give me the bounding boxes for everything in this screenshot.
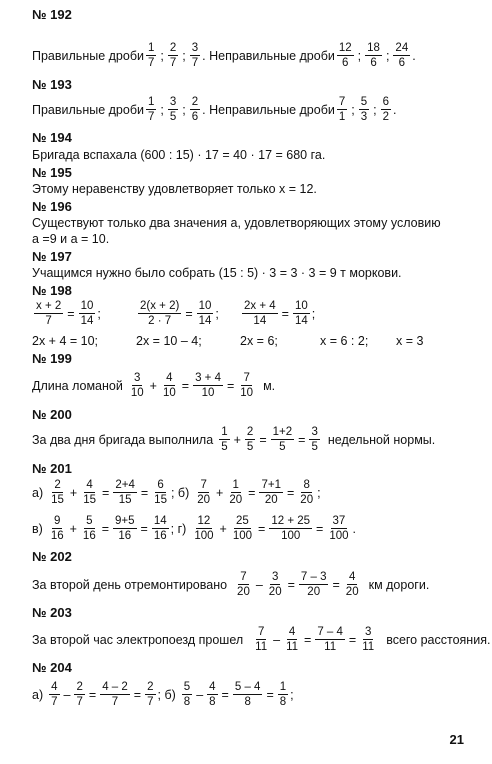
math-symbol: За два дня бригада выполнила: [32, 432, 214, 447]
denominator: 10: [201, 387, 215, 399]
numerator: 5: [183, 681, 191, 693]
answer-198-step-4: x = 6 : 2;: [320, 334, 369, 348]
numerator: 5: [360, 96, 368, 108]
denominator: 5: [279, 441, 286, 453]
math-symbol: недельной нормы.: [327, 432, 436, 447]
numerator: 3: [311, 426, 318, 438]
numerator: 12 + 25: [271, 515, 311, 527]
fraction: [129, 372, 146, 399]
fraction: [168, 42, 178, 69]
denominator: 20: [264, 494, 278, 506]
numerator: 1: [147, 42, 155, 54]
math-symbol: =: [226, 378, 235, 393]
numerator: 12: [338, 42, 352, 54]
denominator: 16: [153, 530, 167, 542]
fraction: [34, 300, 63, 327]
numerator: 7 – 4: [317, 626, 343, 638]
answer-196-line-1: Существуют только два значения a, удовлетворяющих этому условию: [32, 216, 441, 230]
math-symbol: м.: [263, 378, 276, 393]
problem-number-203: № 203: [32, 605, 72, 620]
denominator: 6: [370, 57, 377, 69]
problem-number-204: № 204: [32, 660, 72, 675]
math-symbol: =: [348, 632, 357, 647]
denominator: 7: [169, 57, 177, 69]
fraction: [74, 681, 84, 708]
math-symbol: .: [393, 102, 397, 117]
fraction: [81, 515, 98, 542]
math-symbol: =: [221, 687, 229, 702]
numerator: 10: [198, 300, 212, 312]
denominator: 20: [197, 494, 211, 506]
fraction: [267, 571, 284, 598]
numerator: 18: [367, 42, 380, 54]
fraction: [113, 479, 137, 506]
denominator: 5: [221, 441, 228, 453]
denominator: 20: [345, 586, 359, 598]
fraction: [327, 515, 350, 542]
fraction: [145, 681, 155, 708]
page-number: 21: [449, 732, 464, 747]
math-symbol: ;: [385, 48, 390, 63]
denominator: 16: [50, 530, 64, 542]
math-symbol: ; б): [170, 485, 190, 500]
numerator: 24: [395, 42, 409, 54]
denominator: 16: [82, 530, 96, 542]
fraction: [242, 300, 278, 327]
denominator: 6: [342, 57, 349, 69]
denominator: 20: [268, 586, 282, 598]
denominator: 7: [147, 696, 154, 708]
math-symbol: а): [32, 485, 44, 500]
problem-number-199: № 199: [32, 351, 72, 366]
fraction: [113, 515, 137, 542]
math-symbol: ;: [160, 102, 164, 117]
denominator: 10: [162, 387, 176, 399]
math-symbol: . Неправильные дроби: [202, 102, 335, 117]
problem-number-194: № 194: [32, 130, 72, 145]
answer-200: [32, 426, 435, 453]
math-symbol: ;: [373, 102, 377, 117]
answer-204: [32, 681, 294, 708]
math-symbol: =: [258, 521, 266, 536]
math-symbol: ;: [160, 48, 164, 63]
numerator: 5: [86, 515, 93, 527]
numerator: 2x + 4: [244, 300, 276, 312]
denominator: 7: [45, 315, 52, 327]
fraction: [271, 426, 295, 453]
denominator: 20: [307, 586, 321, 598]
math-symbol: =: [67, 306, 75, 321]
fraction: [315, 626, 345, 653]
numerator: 12: [197, 515, 211, 527]
numerator: 4 – 2: [102, 681, 128, 693]
numerator: 2: [246, 426, 254, 438]
math-symbol: =: [316, 521, 324, 536]
fraction: [79, 300, 96, 327]
problem-number-198: № 198: [32, 283, 72, 298]
answer-198-step-2: 2x = 10 – 4;: [136, 334, 202, 348]
fraction: [146, 96, 156, 123]
denominator: 2: [382, 111, 390, 123]
fraction: [381, 96, 391, 123]
numerator: 7: [240, 571, 247, 583]
math-symbol: .: [412, 48, 416, 63]
fraction: [138, 300, 181, 327]
denominator: 15: [118, 494, 132, 506]
fraction: [259, 479, 283, 506]
denominator: 100: [281, 530, 301, 542]
numerator: 6: [157, 479, 164, 491]
problem-number-192: № 192: [32, 7, 72, 22]
math-symbol: ;: [317, 485, 321, 500]
denominator: 16: [118, 530, 132, 542]
math-symbol: =: [133, 687, 142, 702]
fraction: [344, 571, 361, 598]
answer-201-ab: [32, 479, 321, 506]
denominator: 20: [237, 586, 250, 598]
math-symbol: ;: [357, 48, 362, 63]
fraction: [293, 300, 310, 327]
denominator: 15: [83, 494, 97, 506]
denominator: 10: [240, 387, 254, 399]
fraction: [49, 681, 59, 708]
math-symbol: =: [88, 687, 97, 702]
denominator: 100: [194, 530, 214, 542]
math-symbol: =: [332, 577, 340, 592]
math-symbol: ;: [311, 306, 316, 321]
fraction: [337, 42, 354, 69]
numerator: 37: [332, 515, 346, 527]
fraction: [393, 42, 410, 69]
denominator: 100: [232, 530, 253, 542]
denominator: 14: [80, 315, 94, 327]
denominator: 6: [398, 57, 406, 69]
fraction: [193, 372, 223, 399]
denominator: 5: [311, 441, 318, 453]
text: Правильные дроби: [32, 48, 144, 63]
answer-198-step-3: 2x = 6;: [240, 334, 278, 348]
math-symbol: –: [273, 632, 281, 647]
math-symbol: =: [185, 306, 193, 321]
denominator: 7: [51, 696, 58, 708]
fraction: [49, 515, 66, 542]
fraction: [197, 300, 214, 327]
denominator: 11: [362, 641, 375, 653]
math-symbol: Правильные дроби: [32, 102, 144, 117]
fraction: [299, 571, 329, 598]
math-symbol: .: [352, 521, 357, 536]
denominator: 8: [279, 696, 287, 708]
denominator: 14: [294, 315, 308, 327]
problem-number-197: № 197: [32, 249, 72, 264]
numerator: 5 – 4: [234, 681, 261, 693]
denominator: 7: [147, 57, 155, 69]
numerator: 2: [191, 96, 199, 108]
math-symbol: За второй день отремонтировано: [32, 577, 228, 592]
fraction: [168, 96, 178, 123]
numerator: 7: [243, 372, 250, 384]
math-symbol: ; г): [170, 521, 187, 536]
numerator: 10: [80, 300, 94, 312]
answer-197: Учащимся нужно было собрать (15 : 5) · 3 = 3 · 3 = 9 т моркови.: [32, 266, 402, 280]
fraction: [152, 479, 169, 506]
fraction: [227, 479, 244, 506]
math-symbol: =: [259, 432, 267, 447]
math-symbol: =: [287, 577, 295, 592]
fraction: [81, 479, 98, 506]
denominator: 7: [191, 57, 199, 69]
fraction: [278, 681, 288, 708]
answer-203: [32, 626, 490, 653]
denominator: 5: [246, 441, 254, 453]
problem-number-202: № 202: [32, 549, 72, 564]
numerator: 4: [51, 681, 58, 693]
math-symbol: =: [298, 432, 306, 447]
denominator: 8: [183, 696, 191, 708]
math-symbol: =: [181, 378, 190, 393]
denominator: 15: [51, 494, 64, 506]
answer-198-eq-2: [136, 300, 219, 327]
math-symbol: За второй час электропоезд прошел: [32, 632, 244, 647]
math-symbol: =: [248, 485, 256, 500]
math-symbol: ; б): [157, 687, 176, 702]
fraction: [269, 515, 312, 542]
numerator: 7+1: [261, 479, 281, 491]
answer-202: [32, 571, 429, 598]
math-symbol: +: [219, 521, 227, 536]
numerator: 2(x + 2): [140, 300, 180, 312]
math-symbol: –: [196, 687, 204, 702]
math-symbol: +: [69, 485, 78, 500]
math-symbol: =: [140, 485, 149, 500]
numerator: 7: [338, 96, 346, 108]
denominator: 1: [338, 111, 346, 123]
fraction: [190, 96, 200, 123]
denominator: 15: [154, 494, 167, 506]
answer-198-eq-3: [240, 300, 315, 327]
problem-number-195: № 195: [32, 165, 72, 180]
fraction: [253, 626, 269, 653]
fraction: [146, 42, 156, 69]
math-symbol: Длина ломаной: [32, 378, 123, 393]
numerator: 3 + 4: [195, 372, 221, 384]
answer-194: Бригада вспахала (600 : 15) · 17 = 40 · 17 = 680 га.: [32, 148, 326, 162]
fraction: [161, 372, 178, 399]
numerator: 1: [279, 681, 287, 693]
math-symbol: ;: [215, 306, 219, 321]
problem-number-200: № 200: [32, 407, 72, 422]
answer-193: [32, 96, 397, 123]
denominator: 7: [76, 696, 83, 708]
math-symbol: +: [233, 432, 241, 447]
fraction: [192, 515, 215, 542]
fraction: [309, 426, 319, 453]
fraction: [360, 626, 376, 653]
answer-198-step-5: x = 3: [396, 334, 424, 348]
numerator: 1: [232, 479, 239, 491]
denominator: 11: [324, 641, 337, 653]
fraction: [365, 42, 382, 69]
answer-198-step-1: 2x + 4 = 10;: [32, 334, 99, 348]
denominator: 100: [329, 530, 349, 542]
denominator: 14: [253, 315, 267, 327]
fraction: [298, 479, 315, 506]
denominator: 7: [111, 696, 119, 708]
denominator: 6: [191, 111, 199, 123]
numerator: 7: [200, 479, 207, 491]
fraction: [284, 626, 300, 653]
fraction: [190, 42, 200, 69]
fraction: [100, 681, 130, 708]
numerator: 8: [303, 479, 310, 491]
numerator: 4: [86, 479, 93, 491]
numerator: x + 2: [36, 300, 62, 312]
answer-199: [32, 372, 275, 399]
math-symbol: км дороги.: [368, 577, 430, 592]
denominator: 14: [198, 315, 212, 327]
fraction: [233, 681, 263, 708]
answer-198-eq-1: [32, 300, 101, 327]
numerator: 2+4: [115, 479, 135, 491]
denominator: 7: [147, 111, 155, 123]
numerator: 3: [191, 42, 199, 54]
denominator: 8: [244, 696, 251, 708]
text: . Неправильные дроби: [202, 48, 335, 63]
math-symbol: =: [286, 485, 295, 500]
fraction: [245, 426, 255, 453]
math-symbol: +: [149, 378, 157, 393]
problem-number-196: № 196: [32, 199, 72, 214]
fraction: [359, 96, 369, 123]
numerator: 3: [169, 96, 177, 108]
numerator: 25: [236, 515, 249, 527]
math-symbol: –: [63, 687, 71, 702]
answer-201-vg: [32, 515, 356, 542]
numerator: 1: [147, 96, 155, 108]
problem-number-193: № 193: [32, 77, 72, 92]
math-symbol: =: [140, 521, 148, 536]
denominator: 8: [209, 696, 216, 708]
fraction: [182, 681, 192, 708]
math-symbol: ;: [182, 48, 186, 63]
answer-195: Этому неравенству удовлетворяет только x = 12.: [32, 182, 317, 196]
numerator: 3: [134, 372, 141, 384]
denominator: 20: [300, 494, 314, 506]
fraction: [195, 479, 212, 506]
numerator: 9+5: [115, 515, 135, 527]
numerator: 4: [209, 681, 216, 693]
math-symbol: ;: [351, 102, 355, 117]
math-symbol: =: [101, 521, 110, 536]
numerator: 7: [257, 626, 265, 638]
numerator: 3: [365, 626, 372, 638]
problem-number-201: № 201: [32, 461, 72, 476]
fraction: [207, 681, 217, 708]
denominator: 11: [255, 641, 268, 653]
math-symbol: =: [102, 485, 110, 500]
numerator: 14: [153, 515, 167, 527]
numerator: 10: [294, 300, 308, 312]
math-symbol: всего расстояния.: [386, 632, 491, 647]
math-symbol: =: [304, 632, 312, 647]
math-symbol: +: [69, 521, 77, 536]
math-symbol: ;: [182, 102, 186, 117]
numerator: 2: [147, 681, 154, 693]
numerator: 4: [288, 626, 296, 638]
fraction: [49, 479, 66, 506]
numerator: 7 – 3: [300, 571, 327, 583]
math-symbol: ;: [290, 687, 294, 702]
denominator: 3: [360, 111, 368, 123]
denominator: 5: [169, 111, 177, 123]
numerator: 2: [76, 681, 83, 693]
fraction: [231, 515, 254, 542]
denominator: 20: [229, 494, 243, 506]
numerator: 9: [54, 515, 61, 527]
numerator: 2: [169, 42, 177, 54]
answer-192: [32, 42, 416, 69]
numerator: 2: [54, 479, 61, 491]
numerator: 1+2: [272, 426, 293, 438]
math-symbol: ;: [97, 306, 101, 321]
fraction: [235, 571, 252, 598]
numerator: 3: [271, 571, 279, 583]
numerator: 6: [382, 96, 390, 108]
fraction: [152, 515, 169, 542]
numerator: 1: [221, 426, 228, 438]
denominator: 10: [130, 387, 144, 399]
fraction: [219, 426, 229, 453]
answer-196-line-2: a =9 и a = 10.: [32, 232, 110, 246]
denominator: 11: [286, 641, 299, 653]
math-symbol: а): [32, 687, 44, 702]
math-symbol: в): [32, 521, 43, 536]
fraction: [238, 372, 255, 399]
math-symbol: =: [281, 306, 289, 321]
numerator: 4: [348, 571, 356, 583]
numerator: 4: [166, 372, 173, 384]
denominator: 2 · 7: [148, 315, 172, 327]
math-symbol: =: [266, 687, 274, 702]
math-symbol: +: [216, 485, 224, 500]
math-symbol: –: [255, 577, 263, 592]
fraction: [337, 96, 347, 123]
